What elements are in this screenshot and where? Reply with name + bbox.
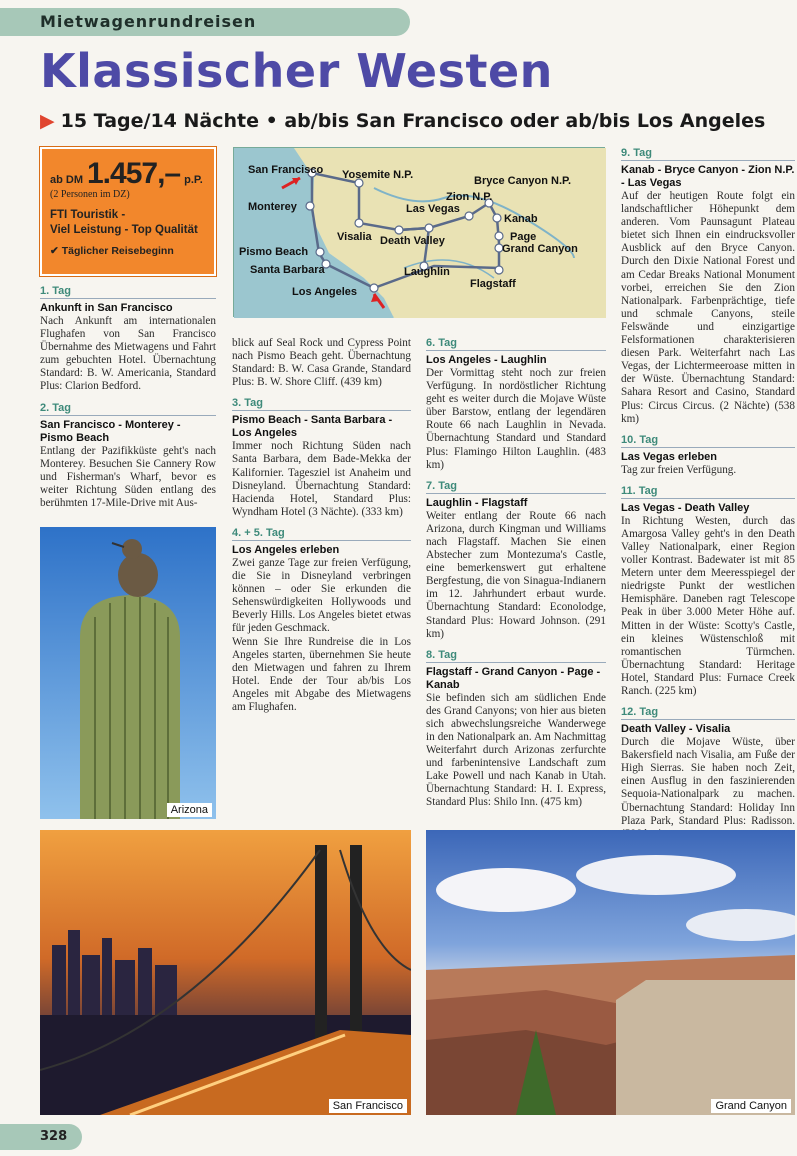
photo-caption: Arizona bbox=[167, 803, 212, 817]
cactus-graphic bbox=[40, 527, 216, 819]
map-label: San Francisco bbox=[248, 164, 324, 176]
day-tag: 9. Tag bbox=[621, 147, 795, 161]
day-heading: Los Angeles - Laughlin bbox=[426, 354, 547, 366]
day-tag: 10. Tag bbox=[621, 434, 795, 448]
day-heading: Los Angeles erleben bbox=[232, 543, 340, 556]
page-number: 328 bbox=[0, 1124, 82, 1150]
day-tag: 6. Tag bbox=[426, 337, 606, 351]
map-label: Yosemite N.P. bbox=[342, 169, 414, 181]
price-amount: 1.457,– bbox=[87, 157, 181, 190]
map-label: Las Vegas bbox=[406, 203, 460, 215]
day-text: Immer noch Richtung Süden nach Santa Barbara, dem Bade-Mekka der Kalifornier. Tagesziel ist Anaheim und Disneyland. Übernachtung Standard: Hacienda Hotel, Standard Plus: Wyndham Hotel (3 Nächte). (333 km) bbox=[232, 440, 411, 518]
map-label: Grand Canyon bbox=[502, 243, 578, 255]
day-text: Der Vormittag steht noch zur freien Verfügung. In nordöstlicher Richtung geht es weiter durch die Mojave Wüste über Barstow, entlang der legendären Route 66 nach Laughlin in Nevada. Übernachtung Standard und Standard Plus: Flamingo Hilton Laughlin. (483 km) bbox=[426, 367, 606, 471]
page-title: Klassischer Westen bbox=[40, 44, 553, 98]
triangle-bullet-icon: ▶ bbox=[40, 110, 55, 132]
photo-caption: Grand Canyon bbox=[711, 1099, 791, 1113]
subtitle-text: 15 Tage/14 Nächte • ab/bis San Francisco oder ab/bis Los Angeles bbox=[60, 110, 766, 132]
map-label: Flagstaff bbox=[470, 278, 516, 290]
bridge-photo bbox=[40, 830, 411, 1115]
cactus-photo bbox=[40, 527, 216, 819]
day-text: Wenn Sie Ihre Rundreise die in Los Angeles starten, übernehmen Sie heute den Mietwagen und fahren zu Ihrem Hotel. Ende der Tour ab/bis Los Angeles mit Abgabe des Mietwagens am Flughafen. bbox=[232, 635, 411, 713]
canyon-graphic bbox=[426, 830, 795, 1115]
map-label: Los Angeles bbox=[292, 286, 357, 298]
column-3 bbox=[426, 337, 606, 810]
page-subtitle bbox=[40, 110, 765, 132]
day-tag: 12. Tag bbox=[621, 706, 795, 720]
day-text: Tag zur freien Verfügung. bbox=[621, 463, 737, 476]
day-heading: Flagstaff - Grand Canyon - Page - Kanab bbox=[426, 665, 601, 691]
day-text: Entlang der Pazifikküste geht's nach Monterey. Besuchen Sie Cannery Row und Fisherman's Wharf, bevor es weiter Richtung Süden entlang des berühmten 17-Mile-Drive mit Aus- bbox=[40, 444, 216, 509]
day-heading: Death Valley - Visalia bbox=[621, 723, 731, 736]
day-tag: 7. Tag bbox=[426, 480, 606, 494]
route-map bbox=[233, 147, 605, 317]
map-label: Zion N.P. bbox=[446, 191, 493, 203]
day-text: Weiter entlang der Route 66 nach Arizona, durch Kingman und Williams nach Flagstaff. Machen Sie einen Abstecher zum Montezuma's Castle, eine bemerkenswert gut erhaltene Bergfestung, die von Sinagua-Indianern im 12. Jahrhundert erbaut wurde. Übernachtung Standard: Econolodge, Standard Plus: Howard Johnson. (291 km) bbox=[426, 509, 606, 640]
day-text: Auf der heutigen Route folgt ein landschaftlicher Höhepunkt dem anderen. Vom Paunsagunt Plateau bietet sich Ihnen ein eindrucksvoller Ausblick auf den Bryce Canyon. Durch den Dixie National Forest und am Cedar Breaks National Monument vorbei, erreichen Sie den Zion Nationalpark. Farbenprächtige, tiefe und schmale Canyons, steile Felswände und einzigartige Felsformationen charakterisieren diesen Park. Weiterfahrt nach Las Vegas, der Lichtermeeroase mitten in der Wüste. Übernachtung Standard: Sahara Resort and Casino, Standard Plus: Circus Circus. (2 Nächte) (538 km) bbox=[621, 190, 795, 425]
day-heading: Laughlin - Flagstaff bbox=[426, 496, 528, 509]
day-tag: 8. Tag bbox=[426, 649, 606, 663]
day-text-continued: blick auf Seal Rock und Cypress Point nach Pismo Beach geht. Übernachtung Standard: B. W. Casa Grande, Standard Plus: B. W. Shore Cliff. (439 km) bbox=[232, 337, 411, 389]
column-2 bbox=[232, 337, 411, 714]
price-line2: Viel Leistung - Top Qualität bbox=[50, 224, 198, 236]
column-4 bbox=[621, 147, 795, 841]
map-label: Kanab bbox=[504, 213, 538, 225]
price-box bbox=[40, 147, 216, 276]
day-heading: Las Vegas erleben bbox=[621, 450, 717, 463]
price-note: (2 Personen im DZ) bbox=[50, 189, 130, 200]
map-label: Pismo Beach bbox=[239, 246, 309, 258]
map-graphic bbox=[234, 148, 606, 318]
map-label: Laughlin bbox=[404, 266, 450, 278]
day-heading: Kanab - Bryce Canyon - Zion N.P. - Las Vegas bbox=[621, 164, 795, 189]
map-label: Bryce Canyon N.P. bbox=[474, 175, 572, 187]
day-heading: Las Vegas - Death Valley bbox=[621, 501, 750, 514]
day-heading: Ankunft in San Francisco bbox=[40, 302, 173, 314]
day-tag: 4. + 5. Tag bbox=[232, 527, 411, 541]
column-1 bbox=[40, 285, 216, 510]
day-heading: Pismo Beach - Santa Barbara - Los Angeles bbox=[232, 414, 393, 440]
price-line1: FTI Touristik - bbox=[50, 209, 126, 221]
day-tag: 11. Tag bbox=[621, 485, 795, 499]
photo-caption: San Francisco bbox=[329, 1099, 407, 1113]
price-suffix: p.P. bbox=[184, 174, 203, 186]
day-tag: 3. Tag bbox=[232, 397, 411, 411]
map-label: Visalia bbox=[337, 231, 372, 243]
map-label: Santa Barbara bbox=[250, 264, 325, 276]
day-text: Zwei ganze Tage zur freien Verfügung, die Sie in Disneyland verbringen können – oder Sie erkunden die Sehenswürdigkeiten Hollywoods und Beverly Hills. Los Angeles bietet etwas für jeden Geschmack. bbox=[232, 556, 411, 635]
day-tag: 1. Tag bbox=[40, 285, 216, 299]
day-text: Durch die Mojave Wüste, über Bakersfield nach Visalia, am Fuße der High Sierras. Sie haben noch Zeit, einen Ausflug in den faszinierenden Sequoia-Nationalpark zu machen. Übernachtung Standard: Holiday Inn Plaza Park, Standard Plus: Radisson. bbox=[621, 736, 795, 827]
map-label: Monterey bbox=[248, 201, 297, 213]
day-text: Sie befinden sich am südlichen Ende des Grand Canyons; von hier aus bieten sich abwechslungsreiche Wanderwege in den Nationalpark an. Am Nachmittag Weiterfahrt durch Arizonas zerfurchte und farbenintensive Landschaft zum Lake Powell und nach Kanab in Utah. Übernachtung Standard: H. I. Express, Standard Plus: Shilo Inn. (475 km) bbox=[426, 691, 606, 809]
canyon-photo bbox=[426, 830, 795, 1115]
map-label: Page bbox=[510, 231, 537, 243]
daily-start: ✔ Täglicher Reisebeginn bbox=[50, 245, 174, 257]
day-heading: San Francisco - Monterey - Pismo Beach bbox=[40, 418, 181, 444]
section-tab: Mietwagenrundreisen bbox=[0, 8, 410, 36]
day-text: In Richtung Westen, durch das Amargosa Valley geht's in den Death Valley Nationalpark, einer Region voller Kontrast. Badewater ist mit 85 Metern unter dem Meeresspiegel der niedrigste Punkt der westlichen Hemisphäre. Daneben ragt Telescope Peak in über 3.000 Meter Höhe auf. Mitten in der Wüste: Scotty's Castle, ein kleines Wüstenschloß mit romantischen Türmchen. Übernachtung Standard: Heritage Hotel, Standard Plus: Furnace Creek Ranch. (225 km) bbox=[621, 514, 795, 697]
bridge-graphic bbox=[40, 830, 411, 1115]
day-tag: 2. Tag bbox=[40, 402, 216, 416]
day-text: Nach Ankunft am internationalen Flughafen von San Francisco Übernahme des Mietwagens und Fahrt zum gebuchten Hotel. Übernachtung Standard: B. W. Americania, Standard Plus: Clarion Bedford. bbox=[40, 315, 216, 393]
map-label: Death Valley bbox=[380, 235, 445, 247]
price-prefix: ab DM bbox=[50, 174, 83, 186]
